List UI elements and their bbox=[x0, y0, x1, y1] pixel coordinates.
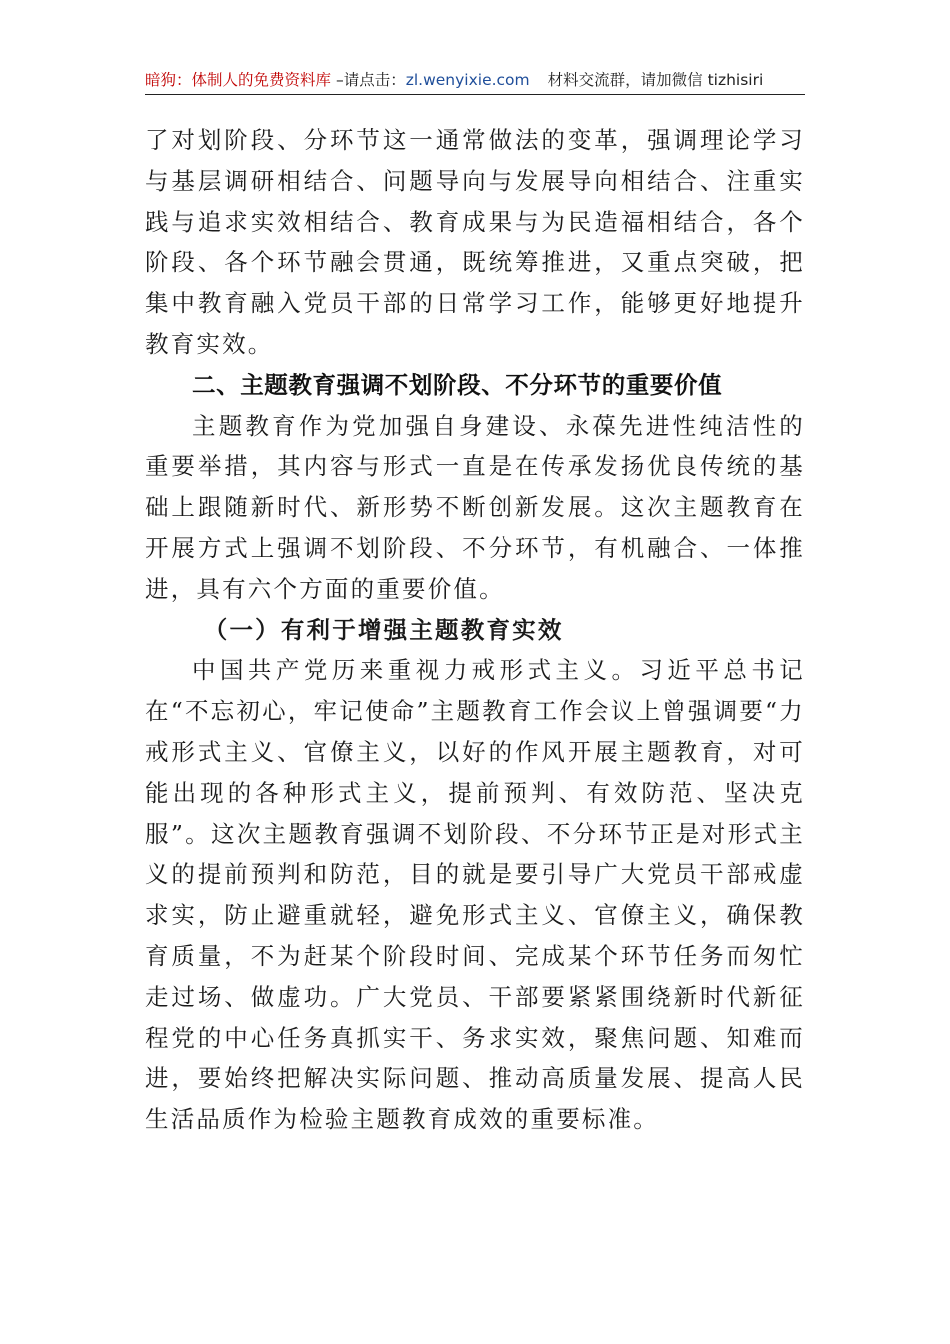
header-wechat-note: 材料交流群，请加微信 tizhisiri bbox=[547, 71, 764, 89]
paragraph-section-intro: 主题教育作为党加强自身建设、永葆先进性纯洁性的重要举措，其内容与形式一直是在传承发扬优良传统的基础上跟随新时代、新形势不断创新发展。这次主题教育在开展方式上强调不划阶段、不分环节，有机融合、一体推进，具有六个方面的重要价值。 bbox=[145, 411, 805, 603]
document-body bbox=[145, 120, 805, 1140]
paragraph-continuation: 了对划阶段、分环节这一通常做法的变革，强调理论学习与基层调研相结合、问题导向与发展导向相结合、注重实践与追求实效相结合、教育成果与为民造福相结合，各个阶段、各个环节融会贯通，既统筹推进，又重点突破，把集中教育融入党员干部的日常学习工作，能够更好地提升教育实效。 bbox=[145, 126, 805, 358]
page-header bbox=[145, 66, 805, 95]
paragraph-subsection-1: 中国共产党历来重视力戒形式主义。习近平总书记在“不忘初心，牢记使命”主题教育工作会议上曾强调要“力戒形式主义、官僚主义，以好的作风开展主题教育，对可能出现的各种形式主义，提前预判、有效防范、坚决克服”。这次主题教育强调不划阶段、不分环节正是对形式主义的提前预判和防范，目的就是要引导广大党员干部戒虚求实，防止避重就轻，避免形式主义、官僚主义，确保教育质量，不为赶某个阶段时间、完成某个环节任务而匆忙走过场、做虚功。广大党员、干部要紧紧围绕新时代新征程党的中心任务真抓实干、务求实效，聚焦问题、知难而进，要始终把解决实际问题、推动高质量发展、提高人民生活品质作为检验主题教育成效的重要标准。 bbox=[145, 656, 805, 1134]
header-cta: –请点击： bbox=[331, 71, 406, 89]
section-heading-2: 二、主题教育强调不划阶段、不分环节的重要价值 bbox=[192, 370, 723, 399]
subsection-heading-1: （一）有利于增强主题教育实效 bbox=[203, 615, 564, 644]
header-link[interactable]: zl.wenyixie.com bbox=[405, 71, 530, 89]
header-brand: 暗狗：体制人的免费资料库 bbox=[145, 71, 332, 89]
